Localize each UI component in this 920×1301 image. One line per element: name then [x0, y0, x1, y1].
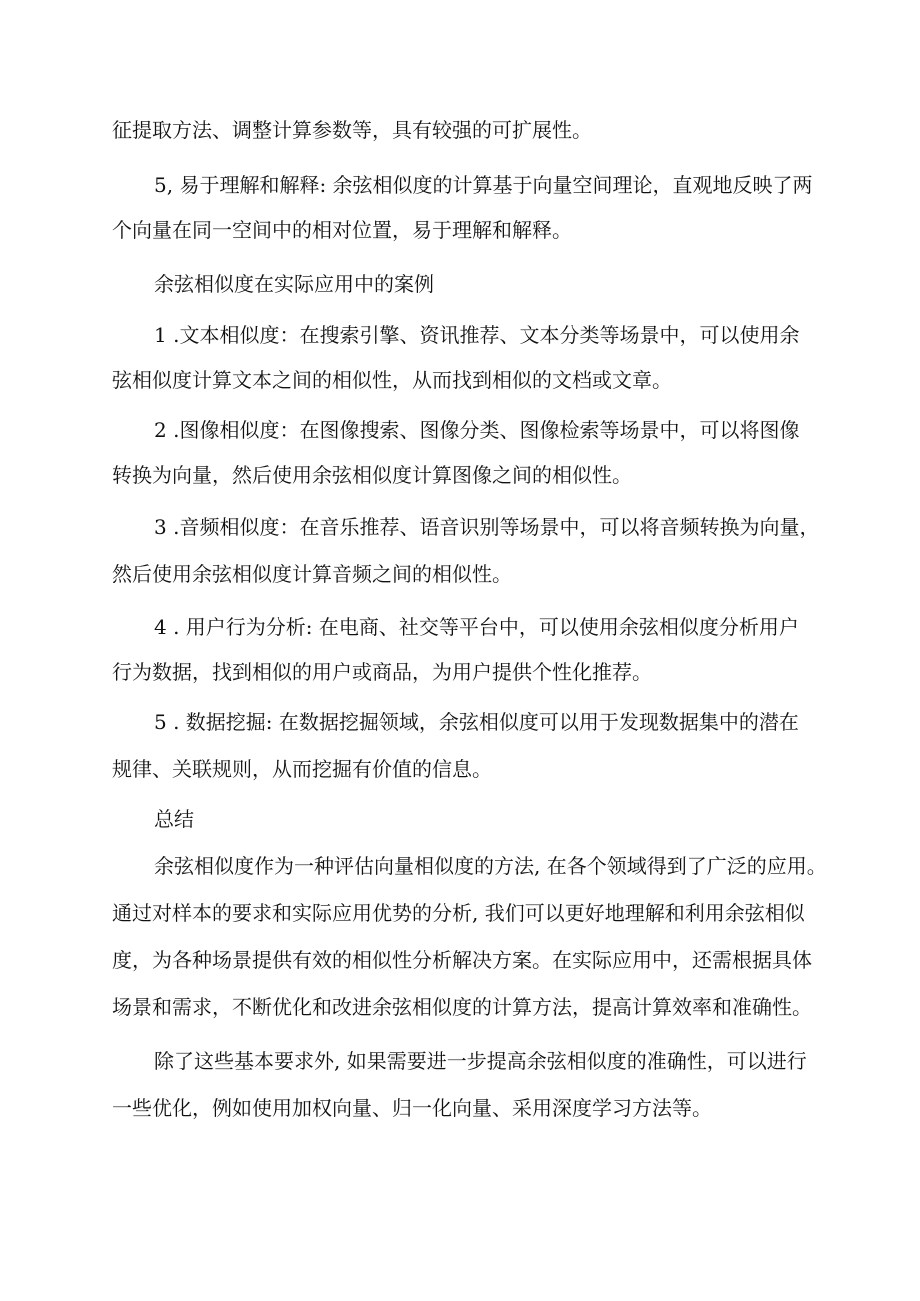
- text-line: 余弦相似度作为一种评估向量相似度的方法, 在各个领域得到了广泛的应用。: [154, 854, 827, 878]
- text-line: 通过对样本的要求和实际应用优势的分析, 我们可以更好地理解和利用余弦相似: [112, 901, 805, 925]
- text-line: 除了这些基本要求外, 如果需要进一步提高余弦相似度的准确性，可以进行: [154, 1049, 807, 1073]
- text-line: 一些优化，例如使用加权向量、归一化向量、采用深度学习方法等。: [112, 1096, 712, 1120]
- section-heading: 总结: [154, 807, 194, 831]
- text-line: 5, 易于理解和解释: 余弦相似度的计算基于向量空间理论，直观地反映了两: [154, 173, 813, 197]
- text-line: 弦相似度计算文本之间的相似性，从而找到相似的文档或文章。: [112, 368, 672, 392]
- text-line: 转换为向量，然后使用余弦相似度计算图像之间的相似性。: [112, 463, 632, 487]
- text-line: 然后使用余弦相似度计算音频之间的相似性。: [112, 562, 512, 586]
- text-line: 度，为各种场景提供有效的相似性分析解决方案。在实际应用中，还需根据具体: [112, 948, 812, 972]
- text-line: 行为数据，找到相似的用户或商品，为用户提供个性化推荐。: [112, 660, 652, 684]
- text-line: 规律、关联规则，从而挖掘有价值的信息。: [112, 757, 492, 781]
- text-line: 4 . 用户行为分析: 在电商、社交等平台中，可以使用余弦相似度分析用户: [154, 615, 799, 639]
- text-line: 5 . 数据挖掘: 在数据挖掘领域，余弦相似度可以用于发现数据集中的潜在: [154, 710, 799, 734]
- text-line: 征提取方法、调整计算参数等，具有较强的可扩展性。: [112, 118, 592, 142]
- section-heading: 余弦相似度在实际应用中的案例: [154, 272, 434, 296]
- text-line: 3 .音频相似度：在音乐推荐、语音识别等场景中，可以将音频转换为向量，: [154, 515, 820, 539]
- text-line: 1 .文本相似度：在搜索引擎、资讯推荐、文本分类等场景中，可以使用余: [154, 323, 800, 347]
- text-line: 个向量在同一空间中的相对位置，易于理解和解释。: [112, 218, 572, 242]
- text-line: 2 .图像相似度：在图像搜索、图像分类、图像检索等场景中，可以将图像: [154, 418, 800, 442]
- text-line: 场景和需求，不断优化和改进余弦相似度的计算方法，提高计算效率和准确性。: [112, 995, 812, 1019]
